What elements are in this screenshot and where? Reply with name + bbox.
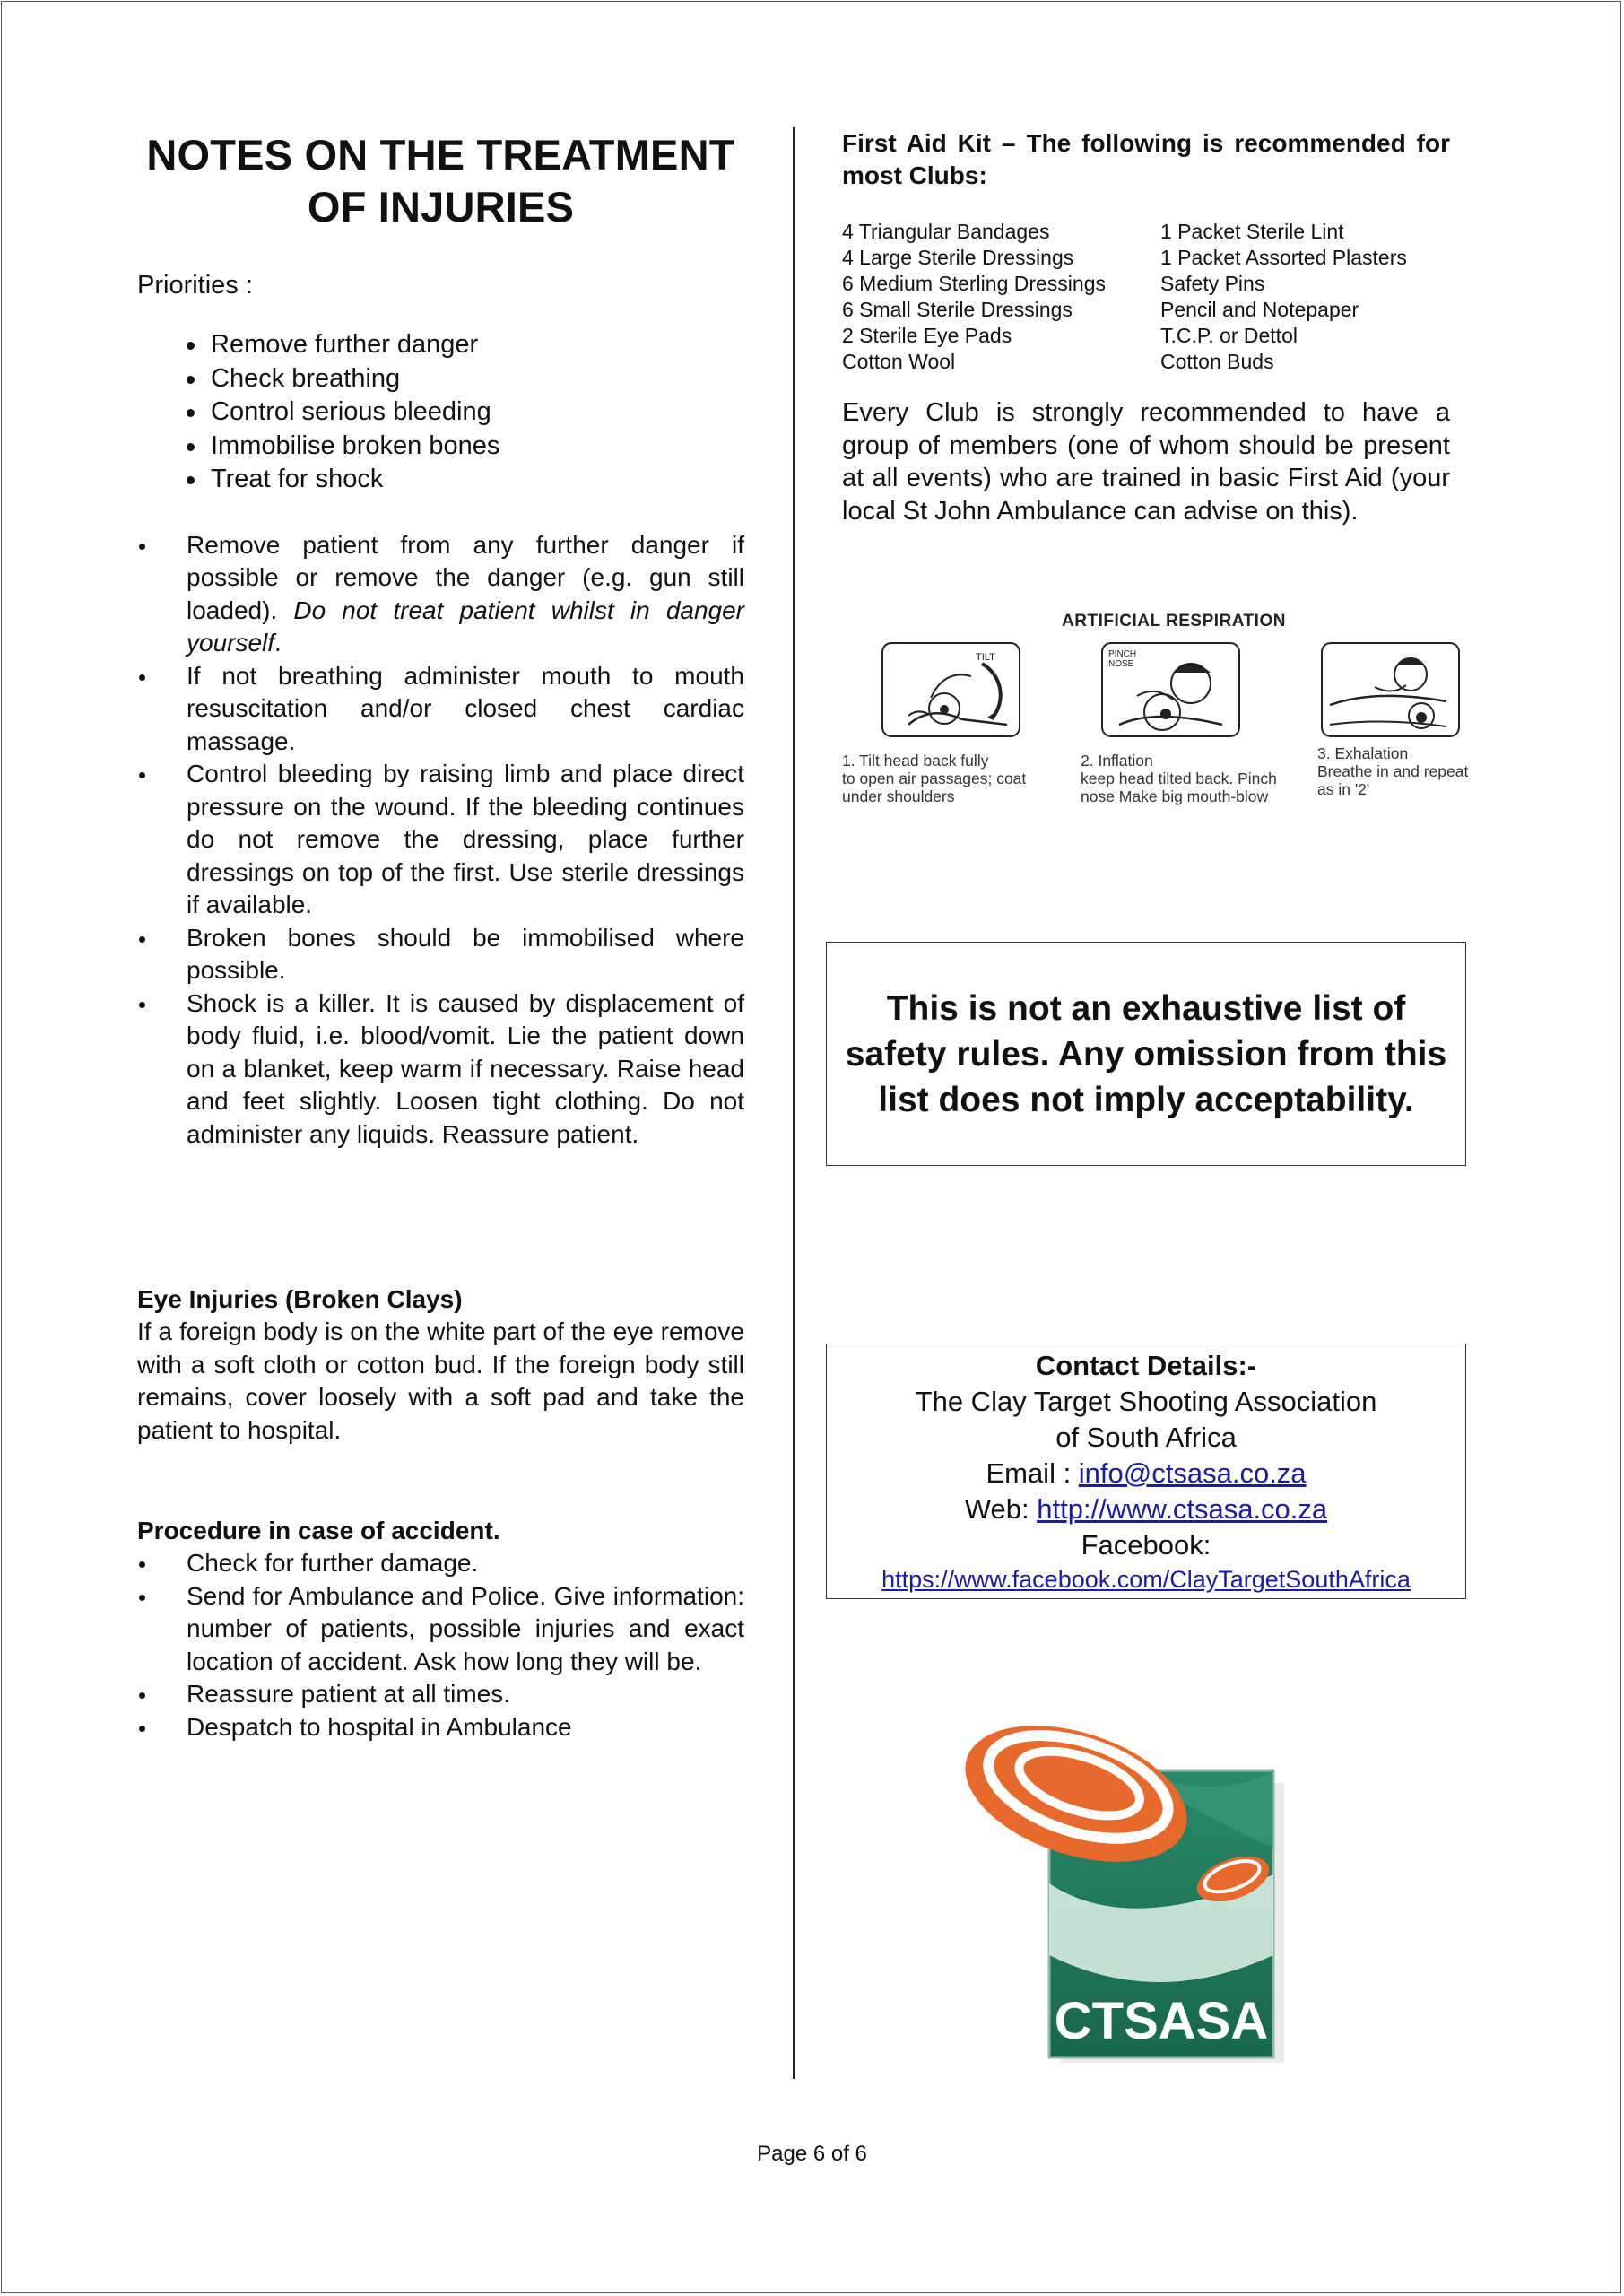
priority-item: Treat for shock [187, 463, 744, 497]
caption-line: under shoulders [842, 787, 955, 805]
accident-item: Despatch to hospital in Ambulance [137, 1711, 744, 1744]
kit-item: Safety Pins [1160, 272, 1265, 295]
email-link[interactable]: info@ctsasa.co.za [1078, 1457, 1307, 1489]
kit-item: 4 Triangular Bandages [842, 220, 1050, 243]
kit-item: 1 Packet Sterile Lint [1160, 220, 1344, 243]
accident-item: Send for Ambulance and Police. Give information: number of patients, possible injuries and exact location of accident. Ask how long they will be. [137, 1580, 744, 1679]
inflation-caption [1081, 752, 1316, 805]
caption-line: to open air passages; coat [842, 770, 1027, 787]
kit-item: Cotton Buds [1160, 350, 1274, 373]
kit-item: Cotton Wool [842, 350, 956, 373]
right-column [842, 126, 1450, 527]
accident-item: Check for further damage. [137, 1547, 744, 1580]
inflation-illustration [1101, 642, 1240, 737]
tilt-label: TILT [976, 652, 995, 663]
email-line [827, 1456, 1465, 1492]
contact-details-box [826, 1344, 1466, 1599]
eye-injuries-text: If a foreign body is on the white part of the eye remove with a soft cloth or cotton bud. If the foreign body still remains, cover loosely with a soft pad and take the patient to hospital. [137, 1318, 744, 1444]
treatment-item-bleeding: Control bleeding by raising limb and place direct pressure on the wound. If the bleeding continues do not remove the dressing, place further dressings on top of the first. Use sterile dressings if available. [137, 758, 744, 922]
accident-item: Reassure patient at all times. [137, 1678, 744, 1711]
priorities-label: Priorities : [137, 271, 253, 300]
org-name-line1: The Clay Target Shooting Association [915, 1386, 1377, 1417]
treatment-item-breathing: If not breathing administer mouth to mouth resuscitation and/or closed chest cardiac massage. [137, 660, 744, 759]
nose-label: NOSE [1108, 659, 1134, 669]
page-title: NOTES ON THE TREATMENT OF INJURIES [146, 131, 735, 230]
accident-list [137, 1547, 744, 1744]
priority-item: Check breathing [187, 362, 744, 396]
artificial-respiration-figure [842, 603, 1506, 811]
treatment-item-danger [137, 529, 744, 660]
left-column [137, 126, 744, 1744]
safety-notice-text: This is not an exhaustive list of safety rules. Any omission from this list does not imply acceptability. [845, 988, 1447, 1119]
email-label: Email : [986, 1457, 1079, 1489]
web-label: Web: [964, 1493, 1038, 1525]
tilt-head-illustration [881, 642, 1020, 737]
danger-period: . [274, 629, 282, 657]
exhalation-illustration [1321, 642, 1460, 737]
eye-injuries-heading: Eye Injuries (Broken Clays) [137, 1285, 463, 1313]
caption-line: 1. Tilt head back fully [842, 752, 989, 770]
caption-line: 3. Exhalation [1317, 744, 1409, 762]
facebook-label: Facebook: [1081, 1529, 1211, 1561]
caption-line: Breathe in and repeat [1317, 762, 1469, 780]
priority-item: Immobilise broken bones [187, 430, 744, 464]
kit-item: 6 Small Sterile Dressings [842, 298, 1073, 321]
priority-item: Control serious bleeding [187, 396, 744, 430]
kit-item: T.C.P. or Dettol [1160, 324, 1298, 347]
kit-item: Pencil and Notepaper [1160, 298, 1359, 321]
tilt-caption [842, 752, 1066, 805]
club-first-aid-paragraph: Every Club is strongly recommended to have a group of members (one of whom should be present at all events) who are trained in basic First Aid (your local St John Ambulance can advise on this). [842, 398, 1450, 526]
exhalation-caption [1317, 744, 1506, 798]
caption-line: 2. Inflation [1081, 752, 1153, 770]
accident-section [137, 1515, 744, 1744]
caption-line: as in '2' [1317, 780, 1370, 798]
web-line [827, 1492, 1465, 1527]
treatment-item-shock: Shock is a killer. It is caused by displacement of body fluid, i.e. blood/vomit. Lie the patient down on a blanket, keep warm if necessary. Raise head and feet slightly. Loosen tight clothing. Do not administer any liquids. Reassure patient. [137, 987, 744, 1152]
kit-item: 4 Large Sterile Dressings [842, 246, 1074, 269]
ctsasa-logo-image [951, 1668, 1345, 2063]
priorities-list [137, 328, 744, 497]
artificial-respiration-title: ARTIFICIAL RESPIRATION [1062, 612, 1286, 631]
treatment-item-bones: Broken bones should be immobilised where possible. [137, 922, 744, 987]
eye-injuries-section [137, 1283, 744, 1447]
treatment-list [137, 529, 744, 1152]
caption-line: nose Make big mouth-blow [1081, 787, 1269, 805]
logo-text: CTSASA [1054, 1992, 1269, 2050]
pinch-label: PINCH [1108, 649, 1137, 659]
web-link[interactable]: http://www.ctsasa.co.za [1037, 1493, 1328, 1525]
kit-item: 1 Packet Assorted Plasters [1160, 246, 1407, 269]
ctsasa-logo [951, 1668, 1345, 2063]
first-aid-kit-list [842, 219, 1450, 375]
accident-heading: Procedure in case of accident. [137, 1517, 500, 1544]
kit-item: 6 Medium Sterling Dressings [842, 272, 1107, 295]
contact-heading: Contact Details:- [1035, 1350, 1257, 1381]
org-name-line2: of South Africa [1055, 1422, 1237, 1453]
facebook-line [827, 1563, 1465, 1596]
danger-text: Remove patient from any further danger if possible or remove the danger (e.g. gun still loaded). [187, 530, 744, 624]
kit-item: 2 Sterile Eye Pads [842, 324, 1012, 347]
first-aid-kit-heading: First Aid Kit – The following is recommended for most Clubs: [842, 129, 1450, 189]
safety-notice-box [826, 942, 1466, 1166]
facebook-link[interactable]: https://www.facebook.com/ClayTargetSouthAfrica [881, 1566, 1411, 1593]
danger-warning: Do not treat patient whilst in danger yourself [187, 596, 745, 657]
page-number: Page 6 of 6 [757, 2142, 867, 2166]
priority-item: Remove further danger [187, 328, 744, 362]
caption-line: keep head tilted back. Pinch [1081, 770, 1277, 787]
column-divider [793, 127, 795, 2079]
